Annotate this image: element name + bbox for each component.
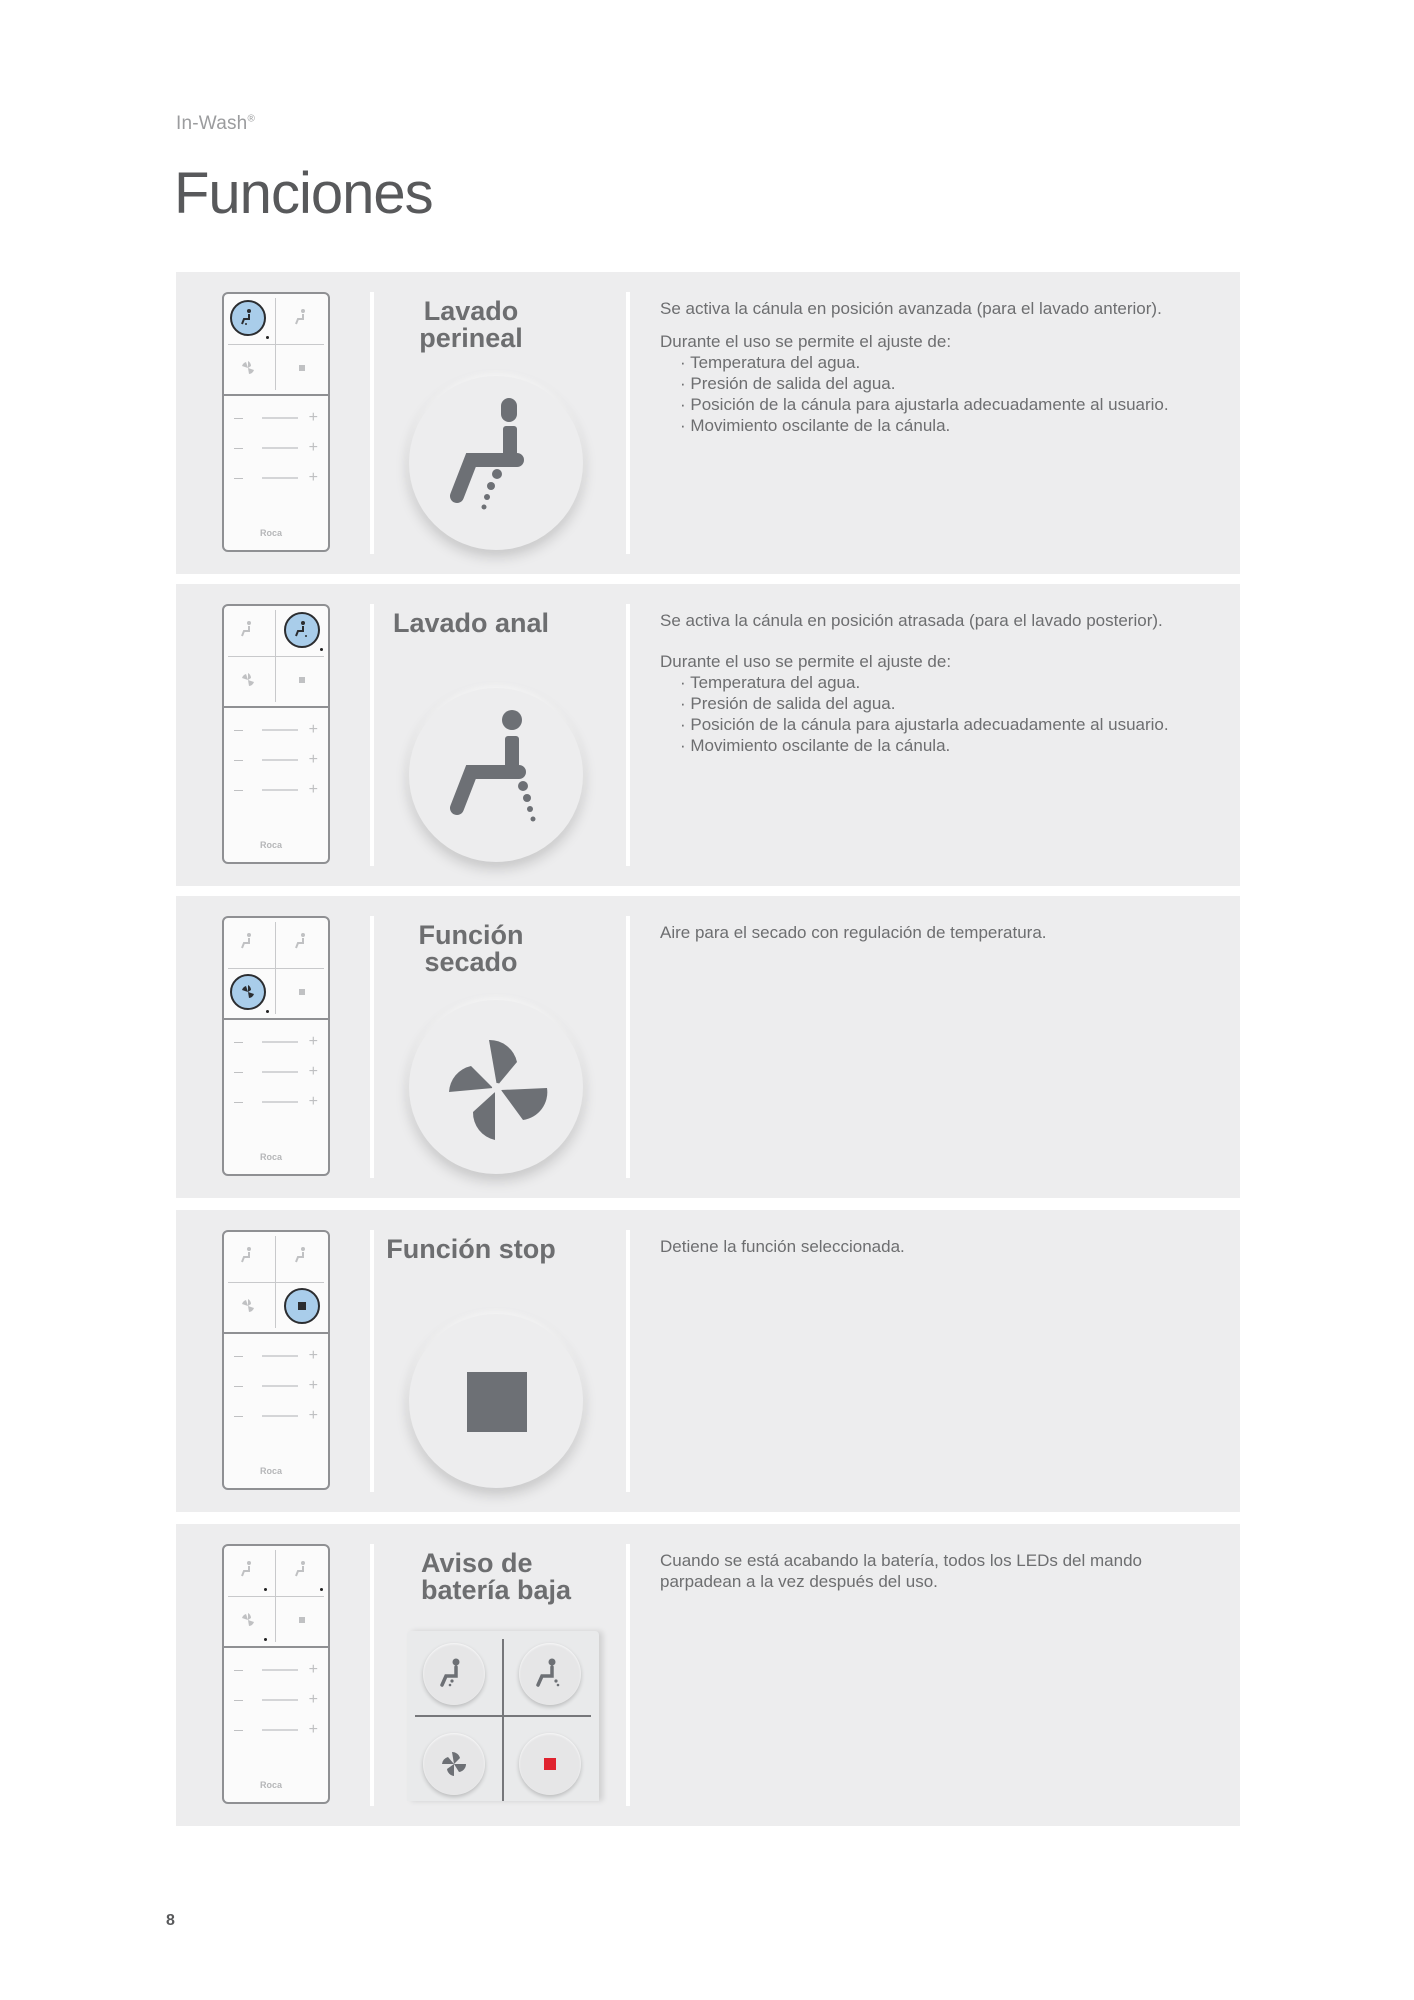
stop-led-icon	[519, 1733, 581, 1795]
stop-button-icon	[284, 974, 320, 1010]
anal-button-icon	[284, 924, 320, 960]
function-row-dry	[176, 896, 1240, 1198]
remote-control-diagram: + + + Roca	[222, 1544, 330, 1804]
function-row-anal	[176, 584, 1240, 886]
function-description: Aire para el secado con regulación de temperatura.	[660, 923, 1047, 942]
function-title: Función secado	[418, 920, 524, 977]
anal-button-icon	[284, 1238, 320, 1274]
function-row-battery	[176, 1524, 1240, 1826]
fan-button-icon	[230, 974, 266, 1010]
person-seated-front-spray-icon	[409, 376, 583, 550]
perineal-button-icon	[230, 1238, 266, 1274]
function-title: Lavado anal	[392, 608, 550, 638]
remote-logo: Roca	[260, 1466, 283, 1476]
remote-control-diagram: + + + Roca	[222, 604, 330, 864]
fan-button-icon	[230, 1602, 266, 1638]
remote-logo: Roca	[260, 528, 283, 538]
stop-button-icon	[284, 1602, 320, 1638]
perineal-button-icon	[230, 924, 266, 960]
perineal-led-icon	[423, 1643, 485, 1705]
anal-button-icon	[284, 300, 320, 336]
fan-button-icon	[230, 1288, 266, 1324]
fan-button-icon	[230, 662, 266, 698]
stop-button-icon	[284, 662, 320, 698]
remote-control-diagram: + + + Roca	[222, 1230, 330, 1490]
remote-logo: Roca	[260, 1152, 283, 1162]
function-row-stop	[176, 1210, 1240, 1512]
function-title: Aviso de batería baja	[421, 1548, 572, 1605]
fan-led-icon	[423, 1733, 485, 1795]
fan-button-icon	[230, 350, 266, 386]
anal-button-icon	[284, 1552, 320, 1588]
stop-button-icon	[284, 350, 320, 386]
person-seated-rear-spray-icon	[409, 688, 583, 862]
function-description: Cuando se está acabando la batería, todos los LEDs del mando parpadean a la vez después del uso.	[660, 1551, 1142, 1591]
remote-led-blink-icon	[407, 1631, 599, 1801]
anal-led-icon	[519, 1643, 581, 1705]
anal-button-icon	[284, 612, 320, 648]
brand-label: In-Wash®	[176, 113, 256, 134]
page-title: Funciones	[174, 161, 433, 226]
function-title: Función stop	[386, 1234, 556, 1264]
function-description: Detiene la función seleccionada.	[660, 1237, 905, 1256]
remote-logo: Roca	[260, 1780, 283, 1790]
remote-control-diagram: + + + Roca	[222, 292, 330, 552]
perineal-button-icon	[230, 1552, 266, 1588]
function-title: Lavado perineal	[419, 296, 523, 353]
remote-logo: Roca	[260, 840, 283, 850]
function-row-perineal	[176, 272, 1240, 574]
perineal-button-icon	[230, 612, 266, 648]
function-description: Se activa la cánula en posición atrasada (para el lavado posterior). Durante el uso se permite el ajuste de: · Temperatura del agua. · Presión de salida del agua. · Posición de la cánula para ajustarla adecuadamente al usuario. · Movimiento oscilante de la cánula.	[660, 610, 1220, 756]
perineal-button-icon	[230, 300, 266, 336]
function-description: Se activa la cánula en posición avanzada (para el lavado anterior). Durante el uso se permite el ajuste de: · Temperatura del agua. · Presión de salida del agua. · Posición de la cánula para ajustarla adecuadamente al usuario. · Movimiento oscilante de la cánula.	[660, 298, 1220, 436]
stop-square-icon	[409, 1314, 583, 1488]
page-number: 8	[166, 1912, 175, 1929]
remote-control-diagram: + + + Roca	[222, 916, 330, 1176]
stop-button-icon	[284, 1288, 320, 1324]
fan-icon	[409, 1000, 583, 1174]
